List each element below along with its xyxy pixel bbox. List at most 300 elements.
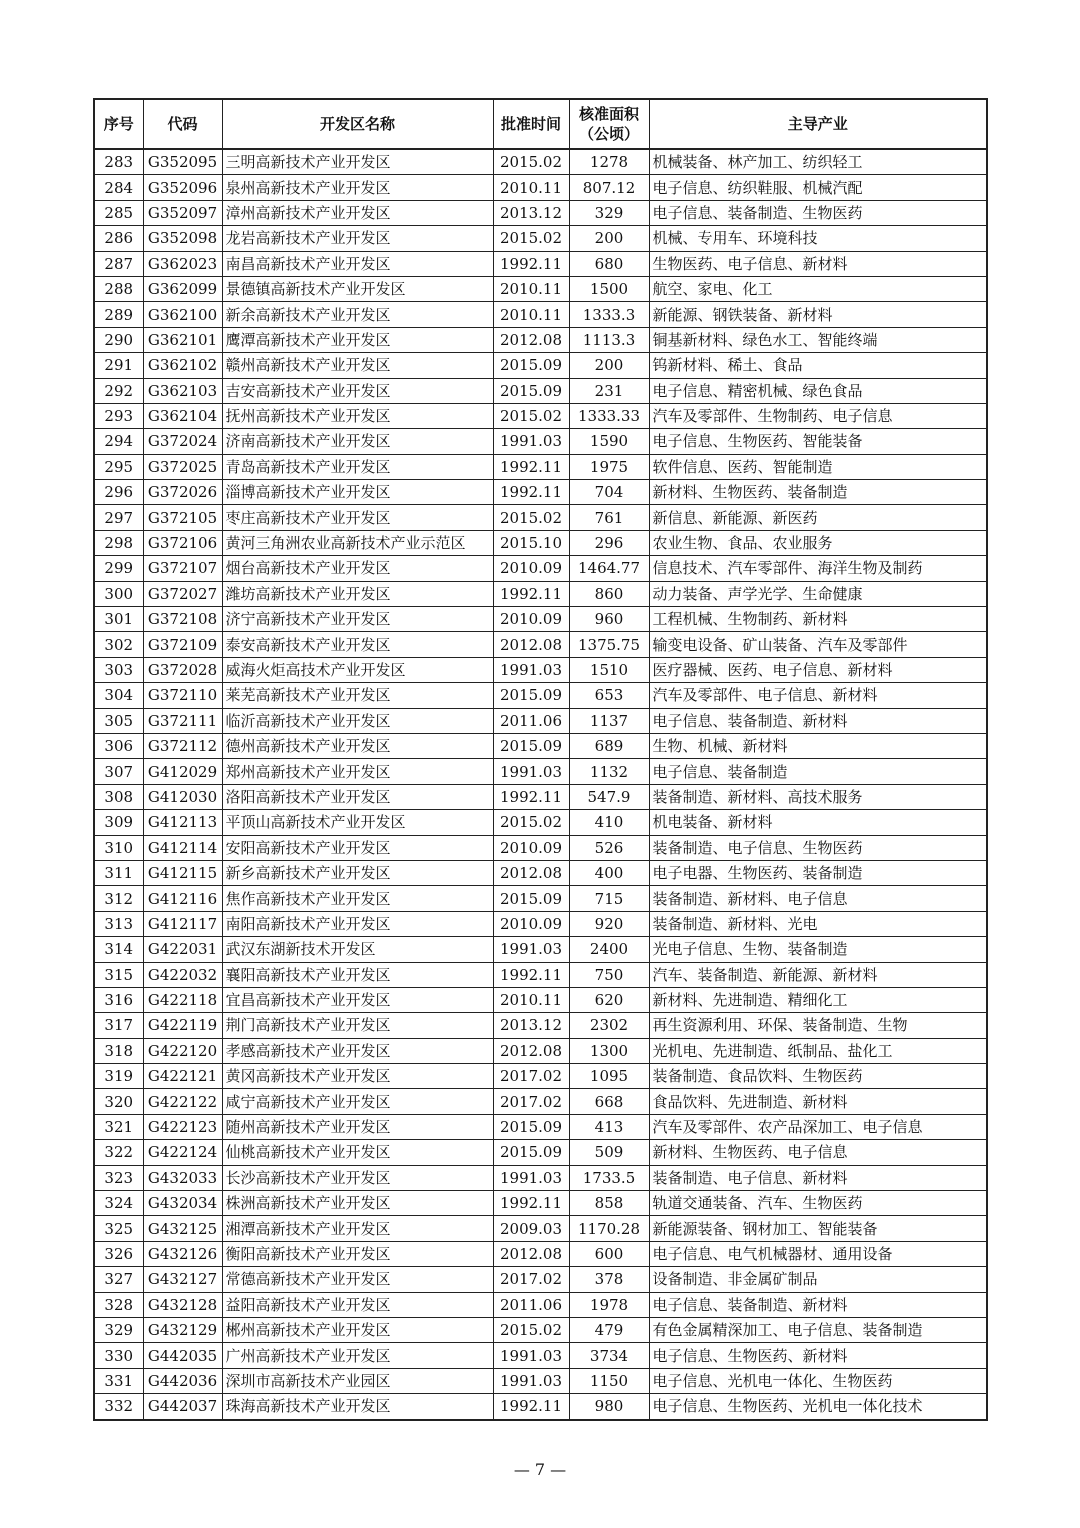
cell-approval-date: 2015.02 — [493, 505, 569, 530]
cell-index: 296 — [94, 480, 143, 505]
cell-zone-name: 临沂高新技术产业开发区 — [222, 708, 493, 733]
cell-approval-date: 1992.11 — [493, 454, 569, 479]
cell-industry: 光机电、先进制造、纸制品、盐化工 — [649, 1038, 987, 1063]
cell-index: 291 — [94, 353, 143, 378]
cell-code: G432125 — [143, 1216, 222, 1241]
cell-zone-name: 焦作高新技术产业开发区 — [222, 886, 493, 911]
cell-industry: 电子信息、装备制造、生物医药 — [649, 200, 987, 225]
cell-code: G432126 — [143, 1241, 222, 1266]
cell-industry: 轨道交通装备、汽车、生物医药 — [649, 1191, 987, 1216]
cell-industry: 汽车及零部件、农产品深加工、电子信息 — [649, 1114, 987, 1139]
table-row — [94, 632, 987, 657]
cell-zone-name: 黄河三角洲农业高新技术产业示范区 — [222, 530, 493, 555]
cell-index: 316 — [94, 987, 143, 1012]
cell-code: G432033 — [143, 1165, 222, 1190]
cell-zone-name: 抚州高新技术产业开发区 — [222, 403, 493, 428]
cell-code: G412114 — [143, 835, 222, 860]
cell-industry: 新材料、先进制造、精细化工 — [649, 987, 987, 1012]
cell-index: 322 — [94, 1140, 143, 1165]
cell-approval-date: 1991.03 — [493, 1343, 569, 1368]
cell-code: G442035 — [143, 1343, 222, 1368]
cell-industry: 生物、机械、新材料 — [649, 733, 987, 758]
cell-zone-name: 郑州高新技术产业开发区 — [222, 759, 493, 784]
cell-area: 653 — [569, 683, 649, 708]
cell-zone-name: 景德镇高新技术产业开发区 — [222, 276, 493, 301]
cell-area: 858 — [569, 1191, 649, 1216]
cell-index: 289 — [94, 302, 143, 327]
cell-area: 1375.75 — [569, 632, 649, 657]
cell-index: 288 — [94, 276, 143, 301]
cell-zone-name: 漳州高新技术产业开发区 — [222, 200, 493, 225]
table-row — [94, 226, 987, 251]
cell-index: 307 — [94, 759, 143, 784]
cell-zone-name: 南昌高新技术产业开发区 — [222, 251, 493, 276]
cell-index: 323 — [94, 1165, 143, 1190]
cell-approval-date: 2010.11 — [493, 987, 569, 1012]
cell-industry: 航空、家电、化工 — [649, 276, 987, 301]
cell-approval-date: 1992.11 — [493, 1191, 569, 1216]
cell-zone-name: 广州高新技术产业开发区 — [222, 1343, 493, 1368]
cell-area: 200 — [569, 226, 649, 251]
cell-code: G372109 — [143, 632, 222, 657]
cell-area: 1113.3 — [569, 327, 649, 352]
header-row — [94, 99, 987, 149]
cell-approval-date: 2015.10 — [493, 530, 569, 555]
cell-area: 410 — [569, 810, 649, 835]
cell-zone-name: 随州高新技术产业开发区 — [222, 1114, 493, 1139]
cell-industry: 再生资源利用、环保、装备制造、生物 — [649, 1013, 987, 1038]
table-row — [94, 987, 987, 1012]
cell-index: 298 — [94, 530, 143, 555]
cell-area: 479 — [569, 1317, 649, 1342]
cell-zone-name: 泉州高新技术产业开发区 — [222, 175, 493, 200]
cell-industry: 输变电设备、矿山装备、汽车及零部件 — [649, 632, 987, 657]
cell-code: G372027 — [143, 581, 222, 606]
table-row — [94, 1114, 987, 1139]
cell-index: 295 — [94, 454, 143, 479]
cell-index: 287 — [94, 251, 143, 276]
cell-zone-name: 长沙高新技术产业开发区 — [222, 1165, 493, 1190]
cell-code: G352096 — [143, 175, 222, 200]
cell-industry: 装备制造、新材料、电子信息 — [649, 886, 987, 911]
cell-index: 300 — [94, 581, 143, 606]
table-row — [94, 733, 987, 758]
cell-approval-date: 1991.03 — [493, 1165, 569, 1190]
cell-zone-name: 济宁高新技术产业开发区 — [222, 607, 493, 632]
cell-code: G422032 — [143, 962, 222, 987]
table-row — [94, 1267, 987, 1292]
cell-zone-name: 青岛高新技术产业开发区 — [222, 454, 493, 479]
cell-approval-date: 2017.02 — [493, 1064, 569, 1089]
cell-industry: 汽车及零部件、电子信息、新材料 — [649, 683, 987, 708]
cell-approval-date: 2011.06 — [493, 708, 569, 733]
cell-area: 1095 — [569, 1064, 649, 1089]
cell-industry: 新材料、生物医药、装备制造 — [649, 480, 987, 505]
cell-approval-date: 2013.12 — [493, 200, 569, 225]
cell-index: 331 — [94, 1368, 143, 1393]
cell-industry: 装备制造、电子信息、生物医药 — [649, 835, 987, 860]
cell-industry: 软件信息、医药、智能制造 — [649, 454, 987, 479]
cell-approval-date: 1992.11 — [493, 1394, 569, 1420]
table-row — [94, 1165, 987, 1190]
cell-code: G372028 — [143, 657, 222, 682]
cell-approval-date: 2017.02 — [493, 1089, 569, 1114]
table-row — [94, 200, 987, 225]
table-row — [94, 1013, 987, 1038]
cell-approval-date: 1991.03 — [493, 1368, 569, 1393]
cell-area: 1170.28 — [569, 1216, 649, 1241]
cell-industry: 有色金属精深加工、电子信息、装备制造 — [649, 1317, 987, 1342]
cell-area: 680 — [569, 251, 649, 276]
cell-code: G372106 — [143, 530, 222, 555]
table-row — [94, 556, 987, 581]
cell-index: 310 — [94, 835, 143, 860]
cell-area: 1333.33 — [569, 403, 649, 428]
table-row — [94, 530, 987, 555]
cell-area: 378 — [569, 1267, 649, 1292]
table-row — [94, 378, 987, 403]
cell-code: G412115 — [143, 860, 222, 885]
cell-industry: 装备制造、新材料、光电 — [649, 911, 987, 936]
cell-index: 312 — [94, 886, 143, 911]
cell-code: G362104 — [143, 403, 222, 428]
header-area-line2: （公顷） — [578, 125, 639, 143]
cell-approval-date: 2010.11 — [493, 276, 569, 301]
cell-index: 297 — [94, 505, 143, 530]
cell-area: 600 — [569, 1241, 649, 1266]
cell-area: 509 — [569, 1140, 649, 1165]
cell-zone-name: 威海火炬高技术产业开发区 — [222, 657, 493, 682]
cell-approval-date: 1991.03 — [493, 759, 569, 784]
cell-code: G372112 — [143, 733, 222, 758]
table-row — [94, 429, 987, 454]
cell-approval-date: 1992.11 — [493, 480, 569, 505]
cell-area: 526 — [569, 835, 649, 860]
cell-index: 329 — [94, 1317, 143, 1342]
table-row — [94, 251, 987, 276]
cell-industry: 电子电器、生物医药、装备制造 — [649, 860, 987, 885]
cell-code: G422118 — [143, 987, 222, 1012]
header-area — [569, 99, 649, 149]
cell-industry: 工程机械、生物制药、新材料 — [649, 607, 987, 632]
cell-approval-date: 1991.03 — [493, 937, 569, 962]
cell-code: G442037 — [143, 1394, 222, 1420]
cell-area: 1132 — [569, 759, 649, 784]
cell-code: G432129 — [143, 1317, 222, 1342]
cell-zone-name: 新乡高新技术产业开发区 — [222, 860, 493, 885]
cell-index: 293 — [94, 403, 143, 428]
cell-index: 325 — [94, 1216, 143, 1241]
cell-industry: 电子信息、生物医药、新材料 — [649, 1343, 987, 1368]
header-code: 代码 — [143, 99, 222, 149]
cell-approval-date: 2013.12 — [493, 1013, 569, 1038]
cell-approval-date: 1992.11 — [493, 251, 569, 276]
cell-approval-date: 2012.08 — [493, 632, 569, 657]
cell-index: 302 — [94, 632, 143, 657]
cell-approval-date: 2010.11 — [493, 175, 569, 200]
table-row — [94, 175, 987, 200]
cell-area: 1278 — [569, 149, 649, 175]
cell-code: G432127 — [143, 1267, 222, 1292]
cell-approval-date: 2015.02 — [493, 403, 569, 428]
table-row — [94, 1368, 987, 1393]
cell-approval-date: 1991.03 — [493, 657, 569, 682]
cell-industry: 铜基新材料、绿色水工、智能终端 — [649, 327, 987, 352]
cell-index: 284 — [94, 175, 143, 200]
cell-index: 314 — [94, 937, 143, 962]
cell-code: G412117 — [143, 911, 222, 936]
cell-code: G352097 — [143, 200, 222, 225]
cell-code: G422123 — [143, 1114, 222, 1139]
table-row — [94, 276, 987, 301]
table-row — [94, 784, 987, 809]
cell-zone-name: 平顶山高新技术产业开发区 — [222, 810, 493, 835]
cell-approval-date: 2015.02 — [493, 1317, 569, 1342]
cell-index: 308 — [94, 784, 143, 809]
cell-area: 704 — [569, 480, 649, 505]
table-row — [94, 1191, 987, 1216]
cell-zone-name: 武汉东湖新技术开发区 — [222, 937, 493, 962]
cell-zone-name: 南阳高新技术产业开发区 — [222, 911, 493, 936]
cell-area: 1978 — [569, 1292, 649, 1317]
cell-zone-name: 鹰潭高新技术产业开发区 — [222, 327, 493, 352]
cell-code: G442036 — [143, 1368, 222, 1393]
cell-approval-date: 2015.09 — [493, 733, 569, 758]
header-area-line1: 核准面积 — [578, 105, 639, 123]
cell-industry: 电子信息、装备制造、新材料 — [649, 708, 987, 733]
cell-approval-date: 2015.09 — [493, 1114, 569, 1139]
cell-industry: 新信息、新能源、新医药 — [649, 505, 987, 530]
cell-industry: 电子信息、电气机械器材、通用设备 — [649, 1241, 987, 1266]
cell-code: G412116 — [143, 886, 222, 911]
cell-code: G412030 — [143, 784, 222, 809]
cell-area: 1500 — [569, 276, 649, 301]
table-row — [94, 1064, 987, 1089]
cell-industry: 电子信息、装备制造、新材料 — [649, 1292, 987, 1317]
table-row — [94, 759, 987, 784]
cell-area: 750 — [569, 962, 649, 987]
cell-approval-date: 2012.08 — [493, 860, 569, 885]
cell-area: 761 — [569, 505, 649, 530]
cell-code: G432128 — [143, 1292, 222, 1317]
table-row — [94, 1292, 987, 1317]
cell-code: G422124 — [143, 1140, 222, 1165]
cell-area: 3734 — [569, 1343, 649, 1368]
cell-industry: 电子信息、装备制造 — [649, 759, 987, 784]
cell-area: 807.12 — [569, 175, 649, 200]
cell-area: 1137 — [569, 708, 649, 733]
table-row — [94, 683, 987, 708]
cell-area: 329 — [569, 200, 649, 225]
cell-code: G362103 — [143, 378, 222, 403]
table-row — [94, 1343, 987, 1368]
cell-zone-name: 深圳市高新技术产业园区 — [222, 1368, 493, 1393]
cell-zone-name: 珠海高新技术产业开发区 — [222, 1394, 493, 1420]
table-row — [94, 327, 987, 352]
table-row — [94, 708, 987, 733]
cell-code: G422122 — [143, 1089, 222, 1114]
cell-industry: 电子信息、光机电一体化、生物医药 — [649, 1368, 987, 1393]
cell-area: 620 — [569, 987, 649, 1012]
cell-index: 321 — [94, 1114, 143, 1139]
cell-approval-date: 2011.06 — [493, 1292, 569, 1317]
cell-index: 301 — [94, 607, 143, 632]
cell-code: G372024 — [143, 429, 222, 454]
cell-approval-date: 2010.09 — [493, 607, 569, 632]
cell-approval-date: 2017.02 — [493, 1267, 569, 1292]
table-row — [94, 911, 987, 936]
cell-zone-name: 安阳高新技术产业开发区 — [222, 835, 493, 860]
cell-index: 313 — [94, 911, 143, 936]
cell-zone-name: 荆门高新技术产业开发区 — [222, 1013, 493, 1038]
cell-area: 920 — [569, 911, 649, 936]
cell-industry: 钨新材料、稀土、食品 — [649, 353, 987, 378]
cell-code: G352098 — [143, 226, 222, 251]
cell-area: 960 — [569, 607, 649, 632]
cell-zone-name: 湘潭高新技术产业开发区 — [222, 1216, 493, 1241]
cell-industry: 电子信息、纺织鞋服、机械汽配 — [649, 175, 987, 200]
table-row — [94, 505, 987, 530]
cell-index: 315 — [94, 962, 143, 987]
table-row — [94, 1140, 987, 1165]
cell-zone-name: 赣州高新技术产业开发区 — [222, 353, 493, 378]
cell-industry: 汽车及零部件、生物制药、电子信息 — [649, 403, 987, 428]
cell-area: 860 — [569, 581, 649, 606]
cell-industry: 装备制造、新材料、高技术服务 — [649, 784, 987, 809]
cell-code: G372105 — [143, 505, 222, 530]
cell-industry: 新材料、生物医药、电子信息 — [649, 1140, 987, 1165]
table-row — [94, 962, 987, 987]
cell-area: 1150 — [569, 1368, 649, 1393]
cell-code: G372025 — [143, 454, 222, 479]
cell-code: G362102 — [143, 353, 222, 378]
cell-industry: 医疗器械、医药、电子信息、新材料 — [649, 657, 987, 682]
cell-code: G352095 — [143, 149, 222, 175]
cell-area: 1300 — [569, 1038, 649, 1063]
cell-zone-name: 黄冈高新技术产业开发区 — [222, 1064, 493, 1089]
cell-code: G422119 — [143, 1013, 222, 1038]
cell-index: 317 — [94, 1013, 143, 1038]
cell-zone-name: 龙岩高新技术产业开发区 — [222, 226, 493, 251]
cell-code: G412113 — [143, 810, 222, 835]
table-row — [94, 1317, 987, 1342]
cell-index: 305 — [94, 708, 143, 733]
cell-area: 2400 — [569, 937, 649, 962]
cell-code: G422120 — [143, 1038, 222, 1063]
cell-zone-name: 益阳高新技术产业开发区 — [222, 1292, 493, 1317]
cell-zone-name: 新余高新技术产业开发区 — [222, 302, 493, 327]
cell-zone-name: 泰安高新技术产业开发区 — [222, 632, 493, 657]
cell-industry: 设备制造、非金属矿制品 — [649, 1267, 987, 1292]
cell-approval-date: 2015.02 — [493, 810, 569, 835]
cell-industry: 新能源、钢铁装备、新材料 — [649, 302, 987, 327]
cell-index: 328 — [94, 1292, 143, 1317]
cell-index: 299 — [94, 556, 143, 581]
table-row — [94, 353, 987, 378]
cell-area: 547.9 — [569, 784, 649, 809]
cell-area: 413 — [569, 1114, 649, 1139]
cell-zone-name: 襄阳高新技术产业开发区 — [222, 962, 493, 987]
cell-code: G372108 — [143, 607, 222, 632]
cell-code: G362099 — [143, 276, 222, 301]
cell-index: 294 — [94, 429, 143, 454]
cell-code: G422121 — [143, 1064, 222, 1089]
table-header — [94, 99, 987, 149]
table-row — [94, 1038, 987, 1063]
table-row — [94, 607, 987, 632]
header-industry: 主导产业 — [649, 99, 987, 149]
development-zones-table — [93, 98, 988, 1421]
cell-zone-name: 常德高新技术产业开发区 — [222, 1267, 493, 1292]
cell-approval-date: 1992.11 — [493, 784, 569, 809]
cell-area: 1975 — [569, 454, 649, 479]
cell-zone-name: 枣庄高新技术产业开发区 — [222, 505, 493, 530]
cell-industry: 食品饮料、先进制造、新材料 — [649, 1089, 987, 1114]
cell-industry: 电子信息、生物医药、智能装备 — [649, 429, 987, 454]
cell-zone-name: 淄博高新技术产业开发区 — [222, 480, 493, 505]
cell-index: 306 — [94, 733, 143, 758]
table-row — [94, 480, 987, 505]
table-row — [94, 1089, 987, 1114]
cell-index: 326 — [94, 1241, 143, 1266]
cell-code: G362023 — [143, 251, 222, 276]
table-row — [94, 454, 987, 479]
cell-approval-date: 2015.02 — [493, 226, 569, 251]
cell-approval-date: 2012.08 — [493, 327, 569, 352]
cell-area: 400 — [569, 860, 649, 885]
cell-index: 327 — [94, 1267, 143, 1292]
cell-approval-date: 2015.09 — [493, 683, 569, 708]
cell-index: 290 — [94, 327, 143, 352]
cell-area: 1333.3 — [569, 302, 649, 327]
cell-industry: 农业生物、食品、农业服务 — [649, 530, 987, 555]
cell-approval-date: 1992.11 — [493, 581, 569, 606]
cell-zone-name: 三明高新技术产业开发区 — [222, 149, 493, 175]
cell-index: 330 — [94, 1343, 143, 1368]
cell-approval-date: 2015.09 — [493, 886, 569, 911]
cell-area: 1733.5 — [569, 1165, 649, 1190]
cell-area: 715 — [569, 886, 649, 911]
table-row — [94, 937, 987, 962]
cell-approval-date: 2015.09 — [493, 378, 569, 403]
cell-zone-name: 仙桃高新技术产业开发区 — [222, 1140, 493, 1165]
cell-zone-name: 吉安高新技术产业开发区 — [222, 378, 493, 403]
cell-index: 309 — [94, 810, 143, 835]
header-approval-date: 批准时间 — [493, 99, 569, 149]
cell-approval-date: 2010.09 — [493, 556, 569, 581]
cell-area: 200 — [569, 353, 649, 378]
cell-approval-date: 2015.09 — [493, 353, 569, 378]
table-body — [94, 149, 987, 1420]
cell-approval-date: 2012.08 — [493, 1241, 569, 1266]
cell-industry: 光电子信息、生物、装备制造 — [649, 937, 987, 962]
cell-approval-date: 2015.09 — [493, 1140, 569, 1165]
cell-industry: 机械装备、林产加工、纺织轻工 — [649, 149, 987, 175]
cell-area: 231 — [569, 378, 649, 403]
table-row — [94, 860, 987, 885]
cell-index: 286 — [94, 226, 143, 251]
cell-approval-date: 2010.11 — [493, 302, 569, 327]
cell-industry: 机电装备、新材料 — [649, 810, 987, 835]
table-row — [94, 403, 987, 428]
cell-zone-name: 孝感高新技术产业开发区 — [222, 1038, 493, 1063]
cell-industry: 动力装备、声学光学、生命健康 — [649, 581, 987, 606]
table-row — [94, 810, 987, 835]
cell-industry: 信息技术、汽车零部件、海洋生物及制药 — [649, 556, 987, 581]
cell-zone-name: 莱芜高新技术产业开发区 — [222, 683, 493, 708]
cell-index: 332 — [94, 1394, 143, 1420]
cell-code: G362100 — [143, 302, 222, 327]
